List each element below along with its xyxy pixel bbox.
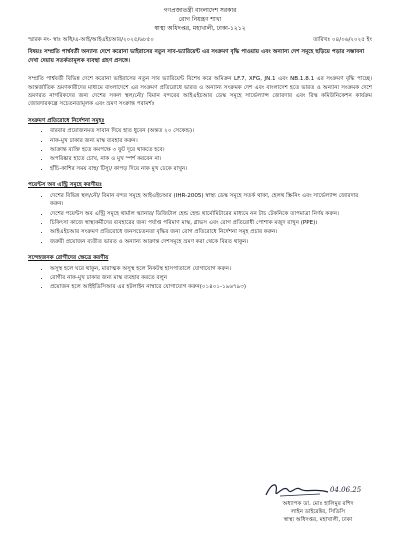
list-item: • অপরিষ্কার হাতে চোখ, নাক ও মুখ স্পর্শ করবেন না। <box>50 155 372 163</box>
signature-scribble-icon <box>262 480 332 500</box>
points-of-entry-list <box>28 192 372 246</box>
list-item: • চিকিৎসা কাজে স্বাস্থ্যকর্মীদের ব্যবহারের জন্য পর্যাপ্ত পরিমাণ মাস্ক, গ্লাভস এবং রোগ প্রতিরোধী পোশাক মজুদ রাখুন (PPE)। <box>50 219 372 227</box>
letterhead <box>28 6 372 33</box>
list-item: • দেশের বিভিন্ন স্থল/নৌ/ বিমান বন্দর সমূহে আইএইচআর (IHR-2005) স্বাস্থ্য ডেস্ক সমূহে সতর্ক থাকা, হেলথ স্ক্রিনিং এবং সার্ভেল্যান্স জোরদার করুন। <box>50 192 372 209</box>
list-item: • প্রয়োজন হলে আইইডিসিআর এর হটলাইন নাম্বারে যোগাযোগ করুন(০১৪০১-১৯৬৭৯৩) <box>50 283 372 291</box>
section-title: পয়েন্টস অব এন্ট্রি সমূহে করণীয়ঃ <box>28 182 102 189</box>
signature-block <box>258 480 378 525</box>
intro-paragraph: সম্প্রতি পার্শ্ববর্তী বিভিন্ন দেশে করোনা ভাইরাসের নতুন সাব ভ্যারিয়েন্ট বিশেষ করে অমিক্রন LF.7, XFG, JN.1 এবং NB.1.8.1 এর সংক্রমণ বৃদ্ধি পাচ্ছে। আন্তর্জাতিক ভ্রমণকারীদের মাধ্যমে বাংলাদেশে এর সংক্রমণ প্রতিরোধে ভারত ও অন্যান্য সংক্রমক দেশ এবং বাংলাদেশ হতে ভারত ও অন্যান্য সংক্রমক দেশে ভ্রমণরত নাগরিকদের জন্য দেশের সকল স্থল/নৌ/ বিমান বন্দরের আইএইচআর ডেস্ক সমূহে সার্ভেল্যান্স জোরদার এবং রিস্ক কমিউনিকেশন কার্যক্রম জোরদারকল্পে সচেতনতামূলক এবং ভ্রমণ সংক্রান্ত পরামর্শঃ <box>28 76 372 108</box>
list-item: • অসুস্থ হলে ঘরে থাকুন, মারাত্মক অসুস্থ হলে নিকটস্থ হাসপাতালে যোগাযোগ করুন। <box>50 265 372 273</box>
signatory-office: স্বাস্থ্য অধিদপ্তর, মহাখালী, ঢাকা <box>283 517 353 524</box>
memo-line <box>28 36 372 44</box>
section-suspected-patients <box>28 254 372 292</box>
signatory-name: অধ্যাপক ডা. মোঃ হালিমুর রশিদ <box>282 501 354 507</box>
section-prevention <box>28 117 372 173</box>
memo-date: তারিখঃ ০৪/০৬/২০২৫ ইং <box>313 37 372 43</box>
section-title: সংক্রমণ প্রতিরোধে নির্দেশনা সমূহঃ <box>28 117 105 124</box>
list-item: • জরুরী প্রয়োজন ব্যতীত ভারত ও অন্যান্য আক্রান্ত দেশসমূহে ভ্রমণ করা থেকে বিরত থাকুন। <box>50 238 372 246</box>
signature-date: 04.06.25 <box>330 486 362 494</box>
list-item: • আক্রান্ত ব্যক্তি হতে কমপক্ষে ৩ ফুট দূরে থাকতে হবে। <box>50 146 372 154</box>
office-address: স্বাস্থ্য অধিদপ্তর, মহাখালী, ঢাকা-১২১২ <box>154 25 246 32</box>
branch-name: রোগ নিয়ন্ত্রণ শাখা <box>178 16 222 23</box>
list-item: • বারবার প্রয়োজনমত সাবান দিয়ে হাত ধুবেন (অন্তত ২০ সেকেন্ড)। <box>50 127 372 135</box>
suspected-patients-list <box>28 265 372 292</box>
list-item: • আইএইচআর সংক্রমণ প্রতিরোধে জনসচেতনতা বৃদ্ধির জন্য রোগ প্রতিরোধে নির্দেশনা সমূহ প্রচার করুন। <box>50 228 372 236</box>
list-item: • হাঁচি-কাশির সময় বাহু/ টিস্যু/ কাপড় দিয়ে নাক মুখ ঢেকে রাখুন। <box>50 165 372 173</box>
memo-number: স্মারক নং- স্বাঃ অধি/এ-আই/আইএইচআর/২০২৫/৬৮৫০ <box>28 37 154 43</box>
list-item: • দেশের পয়েন্টস অব এন্ট্রি সমূহে থার্মাল স্ক্যানার/ ডিজিটাল হেন্ড হেল্ড থার্মোমিটারের মাধ্যমে নন টাচ টেকনিকে তাপমাত্রা নির্ণয় করুন। <box>50 210 372 218</box>
subject-line: বিষয়ঃ সম্প্রতি পার্শ্ববর্তী অন্যান্য দেশে করোনা ভাইরাসের নতুন সাব-ভ্যারিয়েন্ট এর সংক্রমণ বৃদ্ধি পাওয়ায় এবং অন্যান্য দেশ সমূহে ছড়িয়ে পড়ার সম্ভাবনা দেখা দেয়ায় সতর্কতামূলক ব্যবস্থা গ্রহণ প্রসঙ্গে। <box>28 49 365 64</box>
section-title: সন্দেহজনক রোগীদের ক্ষেত্রে করণীয় <box>28 255 109 262</box>
list-item: • নাক-মুখ ঢাকার জন্য মাস্ক ব্যবহার করুন। <box>50 137 372 145</box>
section-points-of-entry <box>28 181 372 246</box>
government-name: গণপ্রজাতন্ত্রী বাংলাদেশ সরকার <box>163 7 237 14</box>
list-item: • রোগীর নাক-মুখ ঢাকার জন্য মাস্ক ব্যবহার করতে বলুন <box>50 274 372 282</box>
signatory-role: লাইন ডাইরেক্টর, সিডিসি <box>290 509 346 516</box>
prevention-list <box>28 127 372 173</box>
handwritten-signature <box>258 480 378 500</box>
